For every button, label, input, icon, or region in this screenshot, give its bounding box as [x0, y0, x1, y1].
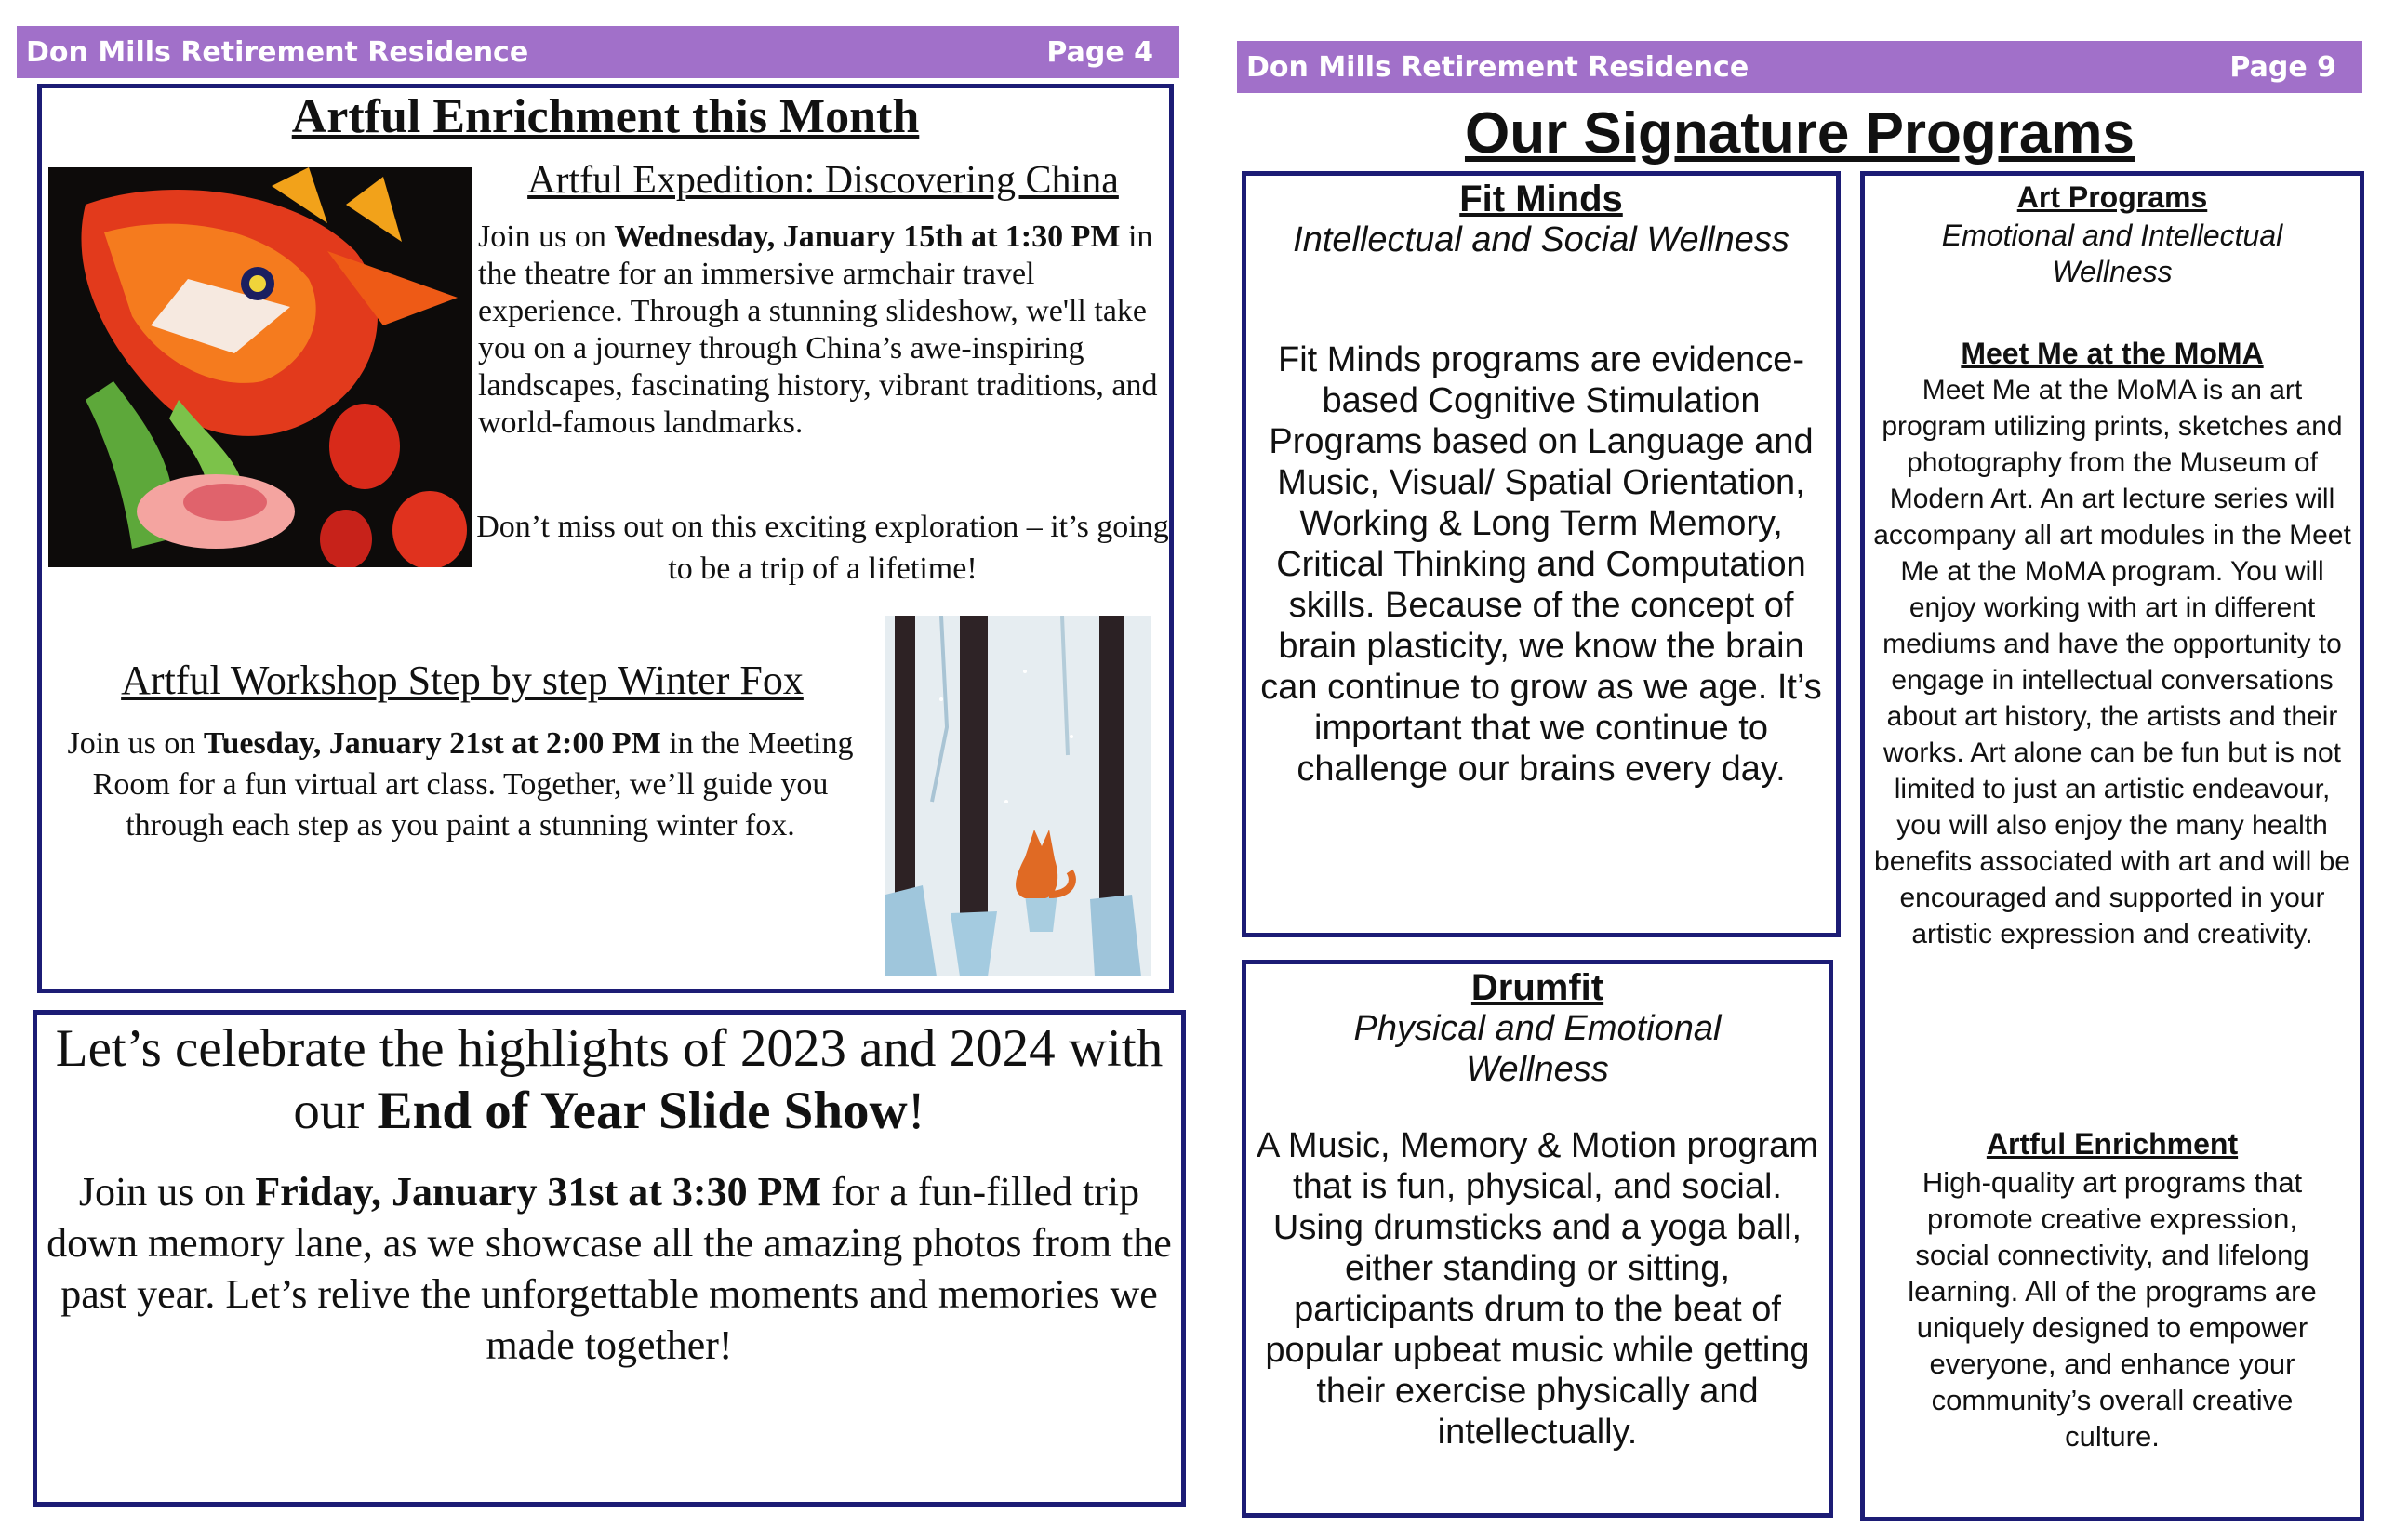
expedition-heading: Artful Expedition: Discovering China — [527, 159, 1119, 202]
expedition-paragraph-1 — [478, 219, 1166, 442]
workshop-p-c: in the Meeting Room for a fun virtual art class. Together, we’ll guide you through each step as you paint a stunning winter fox. — [92, 726, 854, 843]
workshop-p-date: Tuesday, January 21st at 2:00 PM — [203, 726, 661, 761]
right-header-bar — [1237, 41, 2362, 93]
drumfit-subtitle: Physical and Emotional Wellness — [1353, 1009, 1722, 1089]
moma-heading: Meet Me at the MoMA — [1961, 337, 2264, 370]
workshop-heading: Artful Workshop Step by step Winter Fox — [121, 657, 804, 703]
left-header-org: Don Mills Retirement Residence — [26, 35, 529, 69]
winter-fox-image — [885, 616, 1151, 976]
artful-enrichment-body: High-quality art programs that promote creative expression, social connectivity, and lifelong learning. All of the programs are uniquely designed to empower everyone, and enhance your community’s overall creative culture. — [1908, 1166, 2317, 1453]
right-header-org: Don Mills Retirement Residence — [1246, 50, 1749, 84]
fit-minds-subtitle: Intellectual and Social Wellness — [1293, 220, 1789, 259]
fit-minds-name: Fit Minds — [1459, 179, 1623, 219]
right-header-page: Page 9 — [2229, 50, 2336, 84]
drumfit-body: A Music, Memory & Motion program that is fun, physical, and social. Using drumsticks and a yoga ball, either standing or sitting, participants drum to the beat of popular upbeat music while getting their exercise physically and intellectually. — [1257, 1126, 1818, 1452]
expedition-p1-date: Wednesday, January 15th at 1:30 PM — [614, 219, 1121, 254]
workshop-p-a: Join us on — [67, 726, 204, 761]
drumfit-name: Drumfit — [1470, 967, 1604, 1008]
expedition-p1-c: in the theatre for an immersive armchair travel experience. Through a stunning slideshow, we'll take you on a journey through China’s awe-inspiring landscapes, fascinating history, vibrant traditions, and world-famous landmarks. — [478, 219, 1158, 440]
slideshow-heading-b: End of Year Slide Show — [377, 1082, 908, 1140]
slideshow-paragraph — [42, 1166, 1177, 1371]
left-header-page: Page 4 — [1046, 35, 1153, 69]
art-programs-subtitle: Emotional and Intellectual Wellness — [1941, 219, 2283, 288]
artful-enrichment-heading: Artful Enrichment — [1986, 1127, 2239, 1161]
slideshow-p-date: Friday, January 31st at 3:30 PM — [255, 1169, 821, 1215]
left-header-bar — [17, 26, 1179, 78]
slideshow-heading-a: Let’s celebrate the highlights of 2023 and 2024 with our — [55, 1019, 1164, 1140]
programs-title: Our Signature Programs — [1464, 101, 2135, 166]
expedition-paragraph-2: Don’t miss out on this exciting exploration – it’s going to be a trip of a lifetime! — [476, 510, 1169, 586]
moma-body: Meet Me at the MoMA is an art program utilizing prints, sketches and photography from the Museum of Modern Art. An art lecture series will accompany all art modules in the Meet Me at the MoMA program. You will enjoy working with art in different mediums and have the opportunity to engage in intellectual conversations about art history, the artists and their works. Art alone can be fun but is not limited to just an artistic endeavour, you will also enjoy the many health benefits associated with art and will be encouraged and supported in your artistic expression and creativity. — [1873, 375, 2351, 949]
enrichment-title: Artful Enrichment this Month — [291, 90, 920, 143]
slideshow-heading — [42, 1017, 1177, 1142]
workshop-paragraph — [51, 724, 870, 846]
art-programs-name: Art Programs — [2016, 180, 2208, 214]
expedition-p1-a: Join us on — [478, 219, 615, 254]
slideshow-heading-c: ! — [907, 1082, 925, 1140]
slideshow-p-a: Join us on — [78, 1169, 256, 1215]
slideshow-p-c: for a fun-filled trip down memory lane, as we showcase all the amazing photos from the past year. Let’s relive the unforgettable moments and memories we made together! — [47, 1169, 1172, 1368]
fit-minds-body: Fit Minds programs are evidence-based Cognitive Stimulation Programs based on Language and Music, Visual/ Spatial Orientation, Working & Long Term Memory, Critical Thinking and Computation skills. Because of the concept of brain plasticity, we know the brain can continue to grow as we age. It’s important that we continue to challenge our brains every day. — [1260, 340, 1822, 789]
dragon-lantern-image — [48, 167, 472, 567]
